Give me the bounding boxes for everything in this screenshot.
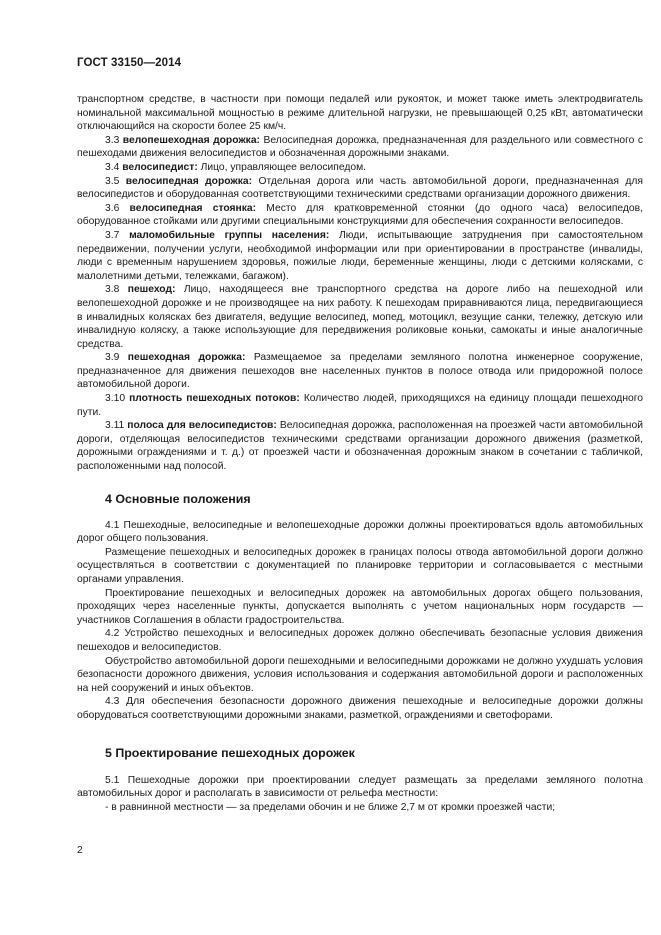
definition-3-10 [77, 392, 643, 419]
definition-text: Лицо, находящееся вне транспортного средства на дороге либо на пешеходной или велопешеходной дорожке и не производящее на них работу. К пешеходам приравниваются лица, передвигающиеся в инвалидных колясках без двигателя, ведущие велосипед, мопед, мотоцикл, везущие санки, тележку, детскую или инвалидную коляску, а также использующие для передвижения роликовые коньки, самокаты и иные аналогичные средства. [77, 284, 643, 350]
section-4-paragraph: 4.3 Для обеспечения безопасности дорожного движения пешеходные и велосипедные дорожки должны оборудоваться соответствующими дорожными знаками, разметкой, ограждениями и светофорами. [77, 696, 643, 721]
section-4-paragraph: Обустройство автомобильной дороги пешеходными и велосипедными дорожками не должно ухудшать условия безопасности дорожного движения, условия использования и содержания автомобильной дороги и расположенных на ней сооружений и иных объектов. [77, 655, 643, 694]
document-header: ГОСТ 33150—2014 [77, 57, 182, 69]
definition-number: 3.6 [105, 202, 120, 214]
section-5-heading: 5 Проектирование пешеходных дорожек [105, 745, 355, 760]
definition-number: 3.4 [105, 161, 120, 173]
definition-number: 3.10 [105, 393, 126, 405]
definition-term: маломобильные группы населения: [129, 229, 330, 241]
definition-term: велосипедная дорожка: [125, 175, 253, 187]
definition-number: 3.8 [105, 284, 120, 296]
definition-text: Велосипедная дорожка, расположенная на проезжей части автомобильной дороги, отделяющая велосипедистов техническими средствами организации дорожного движения (разметкой, дорожными ограждениями и т. д.) от проезжей части и обозначенная дорожным знаком в сочетании с табличкой, расположенными над полосой. [77, 420, 643, 473]
definition-3-6 [77, 202, 643, 229]
page-number: 2 [77, 845, 83, 856]
definition-3-9 [77, 351, 643, 392]
definition-term: полоса для велосипедистов: [127, 420, 277, 432]
definition-term: велосипедист: [122, 161, 198, 173]
definition-number: 3.11 [105, 420, 125, 432]
section-4-paragraph: Проектирование пешеходных и велосипедных дорожек на автомобильных дорогах общего пользования, проходящих через населенные пункты, допускается выполнять с учетом национальных норм государств — участников Соглашения в области градостроительства. [77, 587, 643, 626]
definition-3-5 [77, 175, 643, 202]
definition-text: Место для кратковременной стоянки (до одного часа) велосипедов, оборудованное стойками или другими специальными конструкциями для обеспечения сохранности велосипедов. [77, 202, 643, 228]
definition-term: велопешеходная дорожка: [122, 134, 260, 146]
intro-paragraph: транспортном средстве, в частности при помощи педалей или рукояток, и может также иметь электродвигатель номинальной максимальной мощностью в режиме длительной нагрузки, не превышающей 0,25 кВт, автоматически отключающийся на скорости более 25 км/ч. [77, 94, 643, 133]
list-item: - в равнинной местности — за пределами обочин и не ближе 2,7 м от кромки проезжей части; [105, 801, 556, 813]
definition-3-7 [77, 229, 643, 283]
definition-number: 3.7 [105, 229, 120, 241]
definition-term: плотность пешеходных потоков: [129, 393, 300, 405]
definition-number: 3.9 [105, 352, 120, 364]
section-4-heading: 4 Основные положения [105, 491, 251, 506]
definition-3-11 [77, 419, 643, 473]
section-4-paragraph: 4.1 Пешеходные, велосипедные и велопешеходные дорожки должны проектироваться вдоль автомобильных дорог общего пользования. [77, 519, 643, 545]
definition-text: Количество людей, приходящихся на единицу площади пешеходного пути. [77, 393, 643, 418]
definition-text: Лицо, управляющее велосипедом. [200, 161, 367, 173]
document-body [77, 93, 643, 814]
definition-number: 3.3 [105, 134, 120, 146]
section-4-paragraph: Размещение пешеходных и велосипедных дорожек в границах полосы отвода автомобильной дороги должно осуществляться в соответствии с документацией по планировке территории и согласовывается с местными органами управления. [77, 546, 643, 585]
definition-3-4 [77, 161, 643, 175]
definition-text: Велосипедная дорожка, предназначенная для раздельного или совместного с пешеходами движения велосипедистов и обозначенная дорожными знаками. [77, 134, 643, 160]
definition-text: Отдельная дорога или часть автомобильной дороги, предназначенная для велосипедистов и оборудованная соответствующими техническими средствами организации дорожного движения. [77, 175, 643, 201]
definition-text: Размещаемое за пределами земляного полотна инженерное сооружение, предназначенное для движения пешеходов вне населенных пунктов в полосе отвода или придорожной полосе автомобильной дороги. [77, 352, 643, 391]
section-4-paragraph: 4.2 Устройство пешеходных и велосипедных дорожек должно обеспечивать безопасные условия движения пешеходов и велосипедистов. [77, 628, 643, 653]
definition-term: велосипедная стоянка: [129, 202, 257, 214]
definition-text: Люди, испытывающие затруднения при самостоятельном передвижении, получении услуги, необходимой информации или при ориентировании в пространстве (инвалиды, люди с временным нарушением здоровья, пожилые люди, беременные женщины, люди с детскими колясками, с малолетними детьми, тележками, багажом). [77, 229, 643, 282]
section-5-paragraph: 5.1 Пешеходные дорожки при проектировании следует размещать за пределами земляного полотна автомобильных дорог и располагать в зависимости от рельефа местности: [77, 774, 643, 800]
definition-3-8 [77, 283, 643, 351]
definition-term: пешеход: [127, 284, 176, 296]
definition-term: пешеходная дорожка: [127, 352, 246, 364]
definition-3-3 [77, 134, 643, 161]
definition-number: 3.5 [105, 175, 120, 187]
